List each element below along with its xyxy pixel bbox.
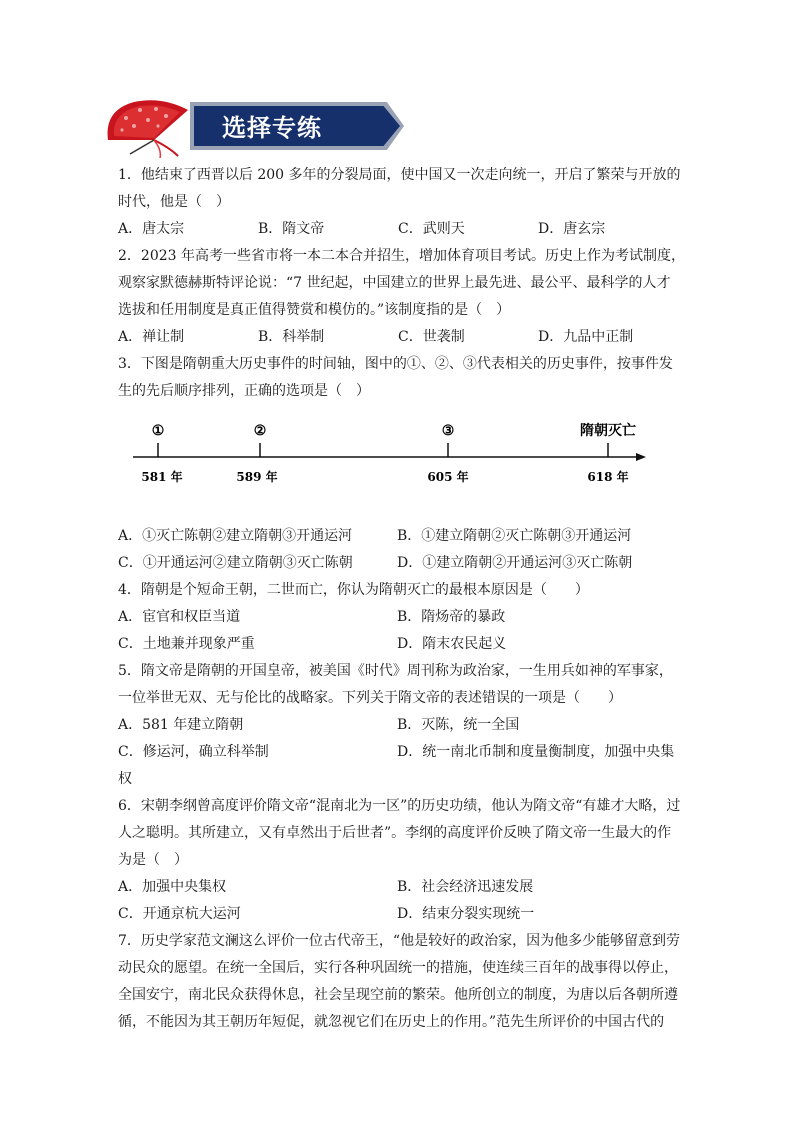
option-b[interactable]: B．社会经济迅速发展 <box>397 879 534 895</box>
option-d[interactable]: D．结束分裂实现统一 <box>397 906 535 922</box>
option-b[interactable]: B．隋炀帝的暴政 <box>397 609 506 625</box>
question-7 <box>118 928 681 1036</box>
question-4 <box>118 577 678 658</box>
option-a[interactable]: A．唐太宗 <box>118 221 185 237</box>
timeline-year: 589 年 <box>236 470 278 484</box>
question-text: 时代，他是（ ） <box>118 194 230 210</box>
question-list <box>118 162 685 1036</box>
option-d[interactable]: D．①建立隋朝②开通运河③灭亡陈朝 <box>397 555 633 571</box>
option-d[interactable]: D．隋末农民起义 <box>397 636 507 652</box>
question-text: 全国安宁，南北民众获得休息，社会呈现空前的繁荣。他所创立的制度，为唐以后各朝所遵 <box>118 987 678 1003</box>
options-row <box>118 874 678 901</box>
options-row <box>118 216 678 243</box>
options-row <box>118 324 678 351</box>
question-5 <box>118 658 678 793</box>
question-text: 6．宋朝李纲曾高度评价隋文帝“混南北为一区”的历史功绩，他认为隋文帝“有雄才大略，过 <box>118 798 681 814</box>
timeline-year: 618 年 <box>587 470 629 484</box>
option-b[interactable]: B．①建立隋朝②灭亡陈朝③开通运河 <box>397 528 632 544</box>
fan-decoration-icon <box>100 96 198 158</box>
question-text: 人之聪明。其所建立，又有卓然出于后世者”。李纲的高度评价反映了隋文帝一生最大的作 <box>118 825 672 841</box>
question-text: 3．下图是隋朝重大历史事件的时间轴，图中的①、②、③代表相关的历史事件，按事件发 <box>118 356 673 372</box>
option-a[interactable]: A．①灭亡陈朝②建立隋朝③开通运河 <box>118 528 353 544</box>
question-text: 为是（ ） <box>118 852 188 868</box>
question-text: 选拔和任用制度是真正值得赞赏和模仿的。”该制度指的是（ ） <box>118 302 511 318</box>
question-text: 观察家默德赫斯特评论说：“7 世纪起，中国建立的世界上最先进、最公平、最科学的人才 <box>118 275 671 291</box>
options-row <box>118 550 678 577</box>
options-row <box>118 739 678 766</box>
option-d[interactable]: D．九品中正制 <box>538 329 634 345</box>
arrow-icon <box>636 453 646 461</box>
option-c[interactable]: C．①开通运河②建立隋朝③灭亡陈朝 <box>118 555 353 571</box>
option-c[interactable]: C．世袭制 <box>398 329 465 345</box>
option-c[interactable]: C．开通京杭大运河 <box>118 906 241 922</box>
timeline-marker: ③ <box>441 423 455 439</box>
question-text: 2．2023 年高考一些省市将一本二本合并招生，增加体育项目考试。历史上作为考试制度， <box>118 248 685 264</box>
question-text: 生的先后顺序排列，正确的选项是（ ） <box>118 383 370 399</box>
options-row <box>118 712 678 739</box>
timeline-year: 581 年 <box>141 470 183 484</box>
question-text: 动民众的愿望。在统一全国后，实行各种巩固统一的措施，使连续三百年的战事得以停止， <box>118 960 678 976</box>
options-row <box>118 631 678 658</box>
timeline-figure <box>118 405 678 523</box>
timeline-marker: ② <box>253 423 267 439</box>
option-c[interactable]: C．土地兼并现象严重 <box>118 636 255 652</box>
option-c[interactable]: C．武则天 <box>398 221 465 237</box>
section-title: 选择专练 <box>222 114 322 142</box>
options-row <box>118 523 678 550</box>
option-b[interactable]: B．科举制 <box>258 329 325 345</box>
option-d[interactable]: D．唐玄宗 <box>538 221 606 237</box>
section-header <box>100 96 410 158</box>
options-row <box>118 604 678 631</box>
timeline-marker: 隋朝灭亡 <box>580 423 636 439</box>
option-a[interactable]: A．禅让制 <box>118 329 185 345</box>
options-row <box>118 901 678 928</box>
question-2 <box>118 243 685 351</box>
option-c[interactable]: C．修运河，确立科举制 <box>118 744 269 760</box>
question-text: 5．隋文帝是隋朝的开国皇帝，被美国《时代》周刊称为政治家，一生用兵如神的军事家， <box>118 663 673 679</box>
question-text: 4．隋朝是个短命王朝，二世而亡，你认为隋朝灭亡的最根本原因是（ ） <box>118 582 589 598</box>
option-a[interactable]: A．宦官和权臣当道 <box>118 609 241 625</box>
question-1 <box>118 162 681 243</box>
question-text: 1．他结束了西晋以后 200 多年的分裂局面，使中国又一次走向统一，开启了繁荣与开放的 <box>118 167 681 183</box>
option-b[interactable]: B．隋文帝 <box>258 221 325 237</box>
question-text: 7．历史学家范文澜这么评价一位古代帝王，“他是较好的政治家，因为他多少能够留意到劳 <box>118 933 681 949</box>
question-3 <box>118 351 678 577</box>
question-text: 一位举世无双、无与伦比的战略家。下列关于隋文帝的表述错误的一项是（ ） <box>118 690 622 706</box>
option-a[interactable]: A．加强中央集权 <box>118 879 227 895</box>
option-d[interactable]: D．统一南北币制和度量衡制度，加强中央集 <box>397 744 675 760</box>
question-text: 循，不能因为其王朝历年短促，就忽视它们在历史上的作用。”范先生所评价的中国古代的 <box>118 1014 665 1030</box>
timeline-year: 605 年 <box>427 470 469 484</box>
option-a[interactable]: A．581 年建立隋朝 <box>118 717 244 733</box>
option-b[interactable]: B．灭陈，统一全国 <box>397 717 520 733</box>
option-d-wrap: 权 <box>118 771 132 787</box>
timeline-svg <box>118 405 658 523</box>
question-6 <box>118 793 681 928</box>
timeline-marker: ① <box>151 423 165 439</box>
